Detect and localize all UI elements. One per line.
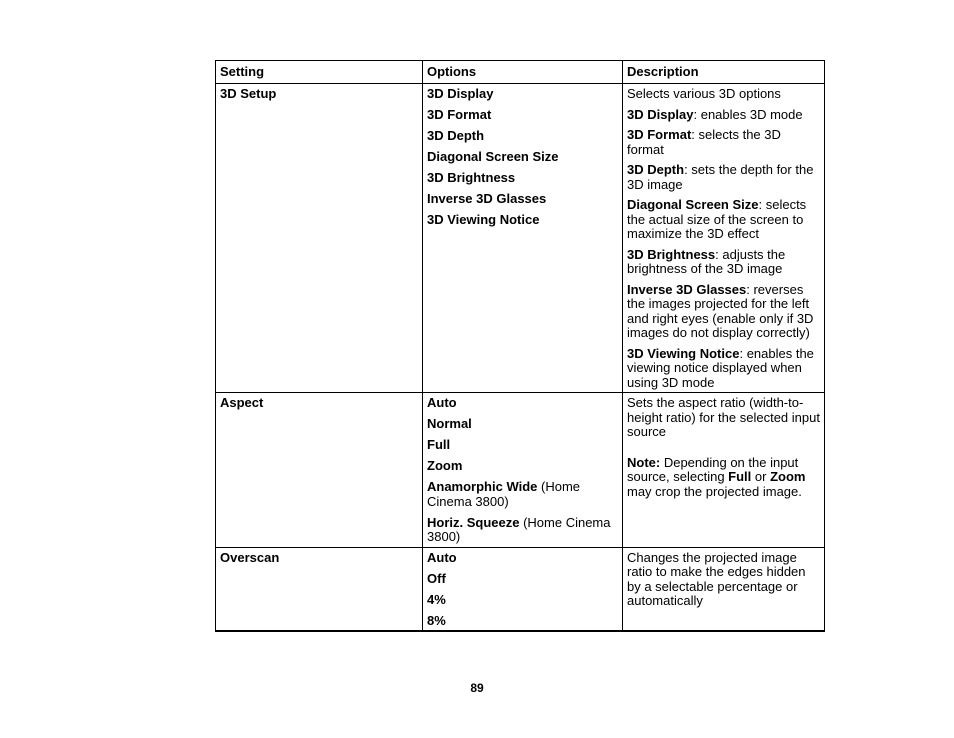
option-item bbox=[427, 150, 618, 165]
setting-cell bbox=[216, 547, 423, 631]
description-paragraph bbox=[627, 396, 820, 440]
table-header-row bbox=[216, 61, 825, 84]
option-name: 4% bbox=[427, 591, 446, 607]
option-name: 3D Viewing Notice bbox=[427, 212, 540, 227]
description-term: Full bbox=[728, 469, 752, 484]
options-cell bbox=[423, 84, 623, 393]
option-name: Auto bbox=[427, 395, 457, 410]
description-text: Depending on the input source, selecting bbox=[627, 454, 799, 484]
table-row bbox=[216, 84, 825, 393]
option-name: Auto bbox=[427, 549, 457, 565]
option-item bbox=[427, 417, 618, 432]
option-item bbox=[427, 396, 618, 411]
description-text: or bbox=[751, 469, 771, 484]
option-name: Zoom bbox=[427, 458, 463, 473]
option-note: (Home Cinema 3800) bbox=[427, 514, 611, 544]
option-name: 8% bbox=[427, 612, 446, 628]
option-name: Inverse 3D Glasses bbox=[427, 191, 547, 206]
description-text: Changes the projected image ratio to make the edges hidden by a selectable percentage or automatically bbox=[627, 549, 806, 608]
description-term: Note: bbox=[627, 454, 661, 470]
option-item bbox=[427, 459, 618, 474]
description-term: 3D Brightness bbox=[627, 246, 716, 262]
option-name: Off bbox=[427, 570, 446, 586]
description-paragraph bbox=[627, 163, 820, 192]
description-text: : enables 3D mode bbox=[693, 106, 803, 122]
description-term: 3D Depth bbox=[627, 162, 685, 177]
page-number: 89 bbox=[470, 681, 484, 695]
options-cell bbox=[423, 547, 623, 631]
description-paragraph bbox=[627, 456, 820, 500]
description-text: : enables the viewing notice displayed when using 3D mode bbox=[627, 345, 814, 390]
description-term: Diagonal Screen Size bbox=[627, 197, 759, 212]
option-name: 3D Brightness bbox=[427, 170, 516, 185]
option-name: Normal bbox=[427, 416, 472, 431]
description-paragraph bbox=[627, 128, 820, 157]
description-text: Sets the aspect ratio (width-to-height ratio) for the selected input source bbox=[627, 395, 820, 439]
description-paragraph bbox=[627, 551, 820, 609]
setting-name: Overscan bbox=[220, 549, 280, 565]
option-name: 3D Depth bbox=[427, 128, 485, 143]
option-item bbox=[427, 572, 618, 587]
settings-table bbox=[215, 60, 825, 632]
description-text: : adjusts the brightness of the 3D image bbox=[627, 246, 786, 276]
options-cell bbox=[423, 393, 623, 548]
option-item bbox=[427, 614, 618, 629]
description-paragraph bbox=[627, 87, 820, 102]
header-description: Description bbox=[623, 61, 825, 84]
description-paragraph bbox=[627, 198, 820, 242]
description-cell bbox=[623, 393, 825, 548]
setting-cell bbox=[216, 84, 423, 393]
description-paragraph bbox=[627, 283, 820, 341]
description-term: Zoom bbox=[770, 469, 806, 484]
description-paragraph bbox=[627, 108, 820, 123]
option-item bbox=[427, 480, 618, 509]
option-item bbox=[427, 192, 618, 207]
description-term: 3D Format bbox=[627, 127, 692, 142]
setting-cell bbox=[216, 393, 423, 548]
description-paragraph bbox=[627, 248, 820, 277]
header-options: Options bbox=[423, 61, 623, 84]
option-note: (Home Cinema 3800) bbox=[427, 479, 581, 509]
description-cell bbox=[623, 547, 825, 631]
description-paragraph bbox=[627, 347, 820, 391]
option-item bbox=[427, 87, 618, 102]
option-name: 3D Display bbox=[427, 86, 494, 101]
description-text: : selects the 3D format bbox=[627, 127, 781, 157]
description-text: Selects various 3D options bbox=[627, 86, 781, 101]
description-text: : reverses the images projected for the left and right eyes (enable only if 3D images do not display correctly) bbox=[627, 281, 814, 340]
option-name: 3D Format bbox=[427, 107, 492, 122]
description-term: 3D Display bbox=[627, 106, 694, 122]
table-body bbox=[216, 84, 825, 632]
option-item bbox=[427, 108, 618, 123]
option-item bbox=[427, 171, 618, 186]
table-row bbox=[216, 393, 825, 548]
option-item bbox=[427, 516, 618, 545]
option-item bbox=[427, 213, 618, 228]
description-text: : selects the actual size of the screen to maximize the 3D effect bbox=[627, 197, 807, 241]
header-setting: Setting bbox=[216, 61, 423, 84]
option-name: Full bbox=[427, 437, 451, 452]
description-cell bbox=[623, 84, 825, 393]
setting-name: Aspect bbox=[220, 395, 264, 410]
description-term: Inverse 3D Glasses bbox=[627, 281, 747, 297]
option-item bbox=[427, 593, 618, 608]
description-text: may crop the projected image. bbox=[627, 483, 802, 499]
description-text: : sets the depth for the 3D image bbox=[627, 162, 814, 192]
option-name: Diagonal Screen Size bbox=[427, 149, 559, 164]
option-name: Horiz. Squeeze bbox=[427, 514, 520, 530]
option-item bbox=[427, 438, 618, 453]
option-name: Anamorphic Wide bbox=[427, 479, 538, 494]
description-term: 3D Viewing Notice bbox=[627, 345, 740, 361]
option-item bbox=[427, 551, 618, 566]
option-item bbox=[427, 129, 618, 144]
setting-name: 3D Setup bbox=[220, 86, 277, 101]
table-row bbox=[216, 547, 825, 631]
